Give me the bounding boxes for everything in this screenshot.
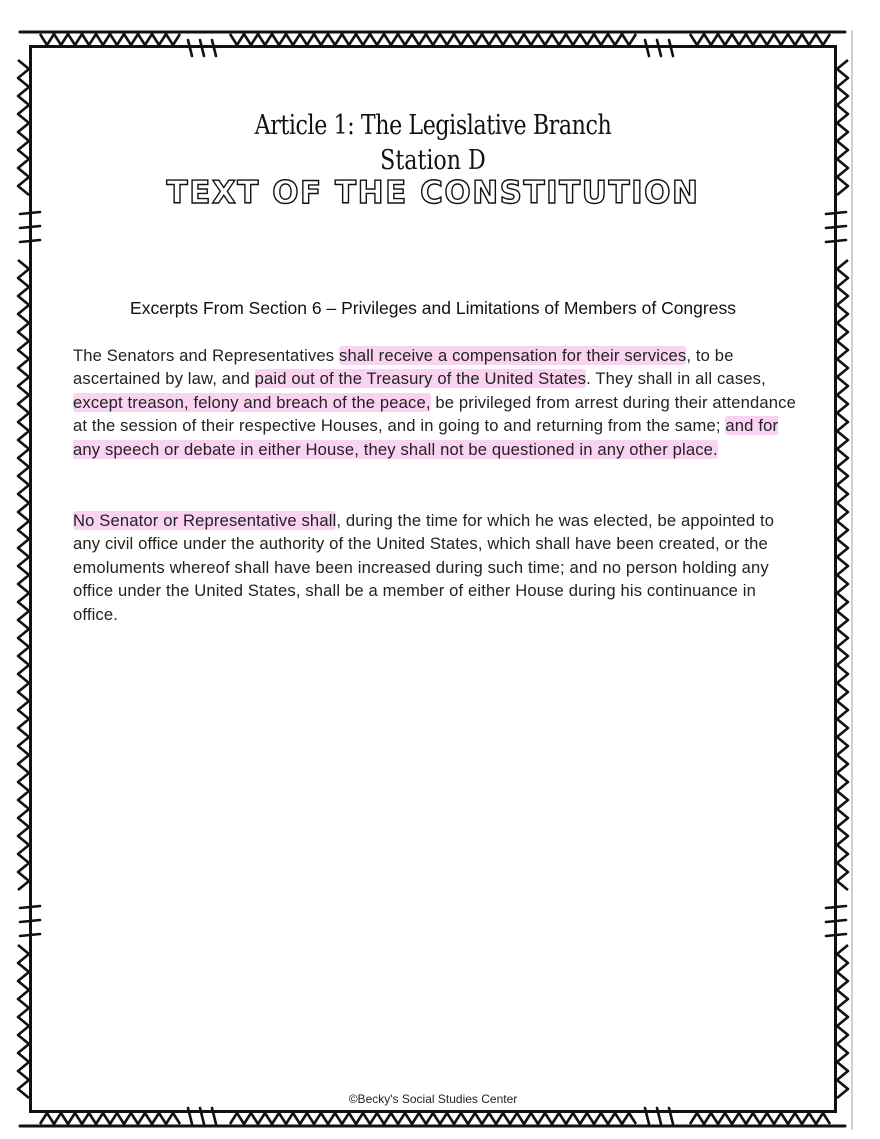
station-title: Station D	[380, 145, 486, 176]
document-title: TEXT OF THE CONSTITUTION	[166, 175, 700, 211]
highlighted-text: except treason, felony and breach of the peace,	[73, 392, 431, 412]
text-segment: , during the time for which he was elected, be appointed to any civil office under the authority of the United States, which shall have been created, or the emoluments whereof shall have been increased during such time; and no person holding any office under the United States, shall be a member of either House during his continuance in office.	[73, 511, 775, 624]
highlighted-text: paid out of the Treasury of the United States	[254, 369, 587, 389]
text-segment: . They shall in all cases,	[586, 369, 766, 389]
text-segment: be privileged from arrest during their attendance at the session of their respective Houses, and in going to and returning from the same;	[73, 392, 796, 436]
highlighted-text: and for any speech or debate in either House, they shall not be questioned in any other place.	[73, 416, 779, 459]
border-ornament	[837, 260, 848, 890]
highlighted-text: shall receive a compensation for their services	[339, 346, 687, 365]
text-segment: , to be ascertained by law, and	[73, 346, 734, 389]
border-ornament	[18, 945, 29, 1098]
border-ornament	[230, 34, 636, 45]
border-ornament	[837, 945, 848, 1098]
paragraph-compensation	[73, 344, 803, 461]
border-ornament	[230, 1113, 636, 1124]
paragraph-office-limits	[73, 509, 803, 626]
highlighted-text: No Senator or Representative shall	[73, 511, 337, 530]
border-ornament	[690, 34, 830, 45]
section-heading: Excerpts From Section 6 – Privileges and Limitations of Members of Congress	[130, 298, 736, 318]
border-ornament	[40, 34, 180, 45]
copyright-footer: ©Becky's Social Studies Center	[348, 1092, 518, 1106]
article-title: Article 1: The Legislative Branch	[254, 110, 612, 141]
border-ornament	[18, 260, 29, 890]
border-ornament	[690, 1113, 830, 1124]
text-segment: The Senators and Representatives	[73, 346, 339, 365]
border-ornament	[40, 1113, 180, 1124]
